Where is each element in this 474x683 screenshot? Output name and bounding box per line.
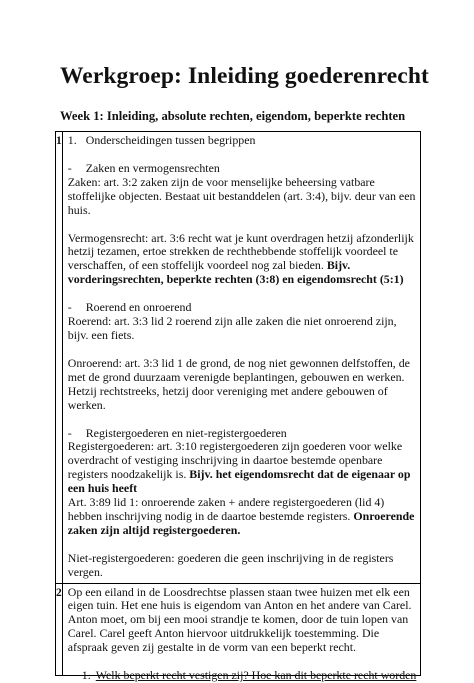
paragraph-roerend: Roerend: art. 3:3 lid 2 roerend zijn alle zaken die niet onroerend zijn, bijv. een fiets. (67, 314, 397, 342)
row-number: 2 (56, 583, 63, 675)
dash-bullet: - (67, 425, 72, 440)
question-item (68, 669, 417, 683)
list-number: 1. (67, 133, 77, 147)
row-number: 1 (56, 132, 63, 584)
dash-bullet: - (67, 300, 72, 315)
bold-example: Bijv. het eigendomsrecht dat de eigenaar op een huis heeft (67, 467, 411, 496)
case-description: Op een eiland in de Loosdrechtse plassen staan twee huizen met elk een eigen tuin. Het ene huis is eigendom van Anton en het andere van Carel. Anton moet, om bij een mooi strandje te komen, door de tuin lopen van Carel. Carel geeft Anton hiervoor uitdrukkelijk toestemming. Die afspraak geven zij gestalte in de vorm van een beperkt recht. (67, 584, 412, 655)
table-row (56, 132, 421, 584)
bold-example: Bijv. vorderingsrechten, beperkte rechten (3:8) en eigendomsrecht (5:1) (67, 258, 404, 287)
list-item (68, 134, 417, 148)
paragraph-zaken: Zaken: art. 3:2 zaken zijn de voor menselijke beheersing vatbare stoffelijke objecten. Bestaat uit bestanddelen (art. 3:4), bijv. deur van een huis. (67, 174, 416, 217)
subsection-title: Zaken en vermogensrechten (85, 160, 220, 175)
question-text: Welk beperkt recht vestigen zij? Hoe kan dit beperkte recht worden (95, 668, 417, 683)
bold-statement: Onroerende zaken zijn altijd registergoederen. (67, 508, 415, 537)
document-title: Werkgroep: Inleiding goederenrecht (60, 63, 429, 89)
paragraph-niet-registergoederen: Niet-registergoederen: goederen die geen inschrijving in de registers vergen. (67, 550, 394, 579)
dash-bullet: - (67, 160, 72, 175)
paragraph-text: Vermogensrecht: art. 3:6 recht wat je kunt overdragen hetzij afzonderlijk hetzij tezamen, ertoe strekken de rechthebbende stoffelijk voordeel te verschaffen, of een stoffelijk voordeel nog zal bieden. (67, 230, 414, 273)
subsection-heading (68, 427, 417, 441)
paragraph-text: Registergoederen: art. 3:10 registergoederen zijn goederen voor welke overdracht of vestiging inschrijving in daartoe bestemde openbare registers noodzakelijk is. (67, 439, 403, 482)
paragraph-onroerend: Onroerend: art. 3:3 lid 1 de grond, de nog niet gewonnen delfstoffen, de met de grond duurzaam verenigde beplantingen, gebouwen en werken. Hetzij rechtstreeks, hetzij door vereniging met andere gebouwen of werken. (67, 355, 410, 412)
table-row (56, 583, 421, 675)
subsection-heading (68, 162, 417, 176)
paragraph-registergoederen (68, 440, 417, 496)
question-number: 1. (81, 668, 91, 683)
paragraph-vermogensrecht (68, 232, 417, 288)
paragraph-text: Art. 3:89 lid 1: onroerende zaken + andere registergoederen (lid 4) hebben inschrijving nodig in de daartoe bestemde registers. (67, 495, 385, 523)
row-content (62, 132, 421, 584)
exercise-table (55, 131, 421, 683)
subsection-title: Registergoederen en niet-registergoederen (85, 425, 287, 440)
row-content (62, 583, 421, 683)
list-item-text: Onderscheidingen tussen begrippen (85, 133, 256, 147)
week-heading: Week 1: Inleiding, absolute rechten, eigendom, beperkte rechten (60, 109, 406, 123)
subsection-title: Roerend en onroerend (85, 300, 192, 315)
subsection-heading (68, 301, 417, 315)
paragraph-art-3-89 (68, 496, 417, 538)
